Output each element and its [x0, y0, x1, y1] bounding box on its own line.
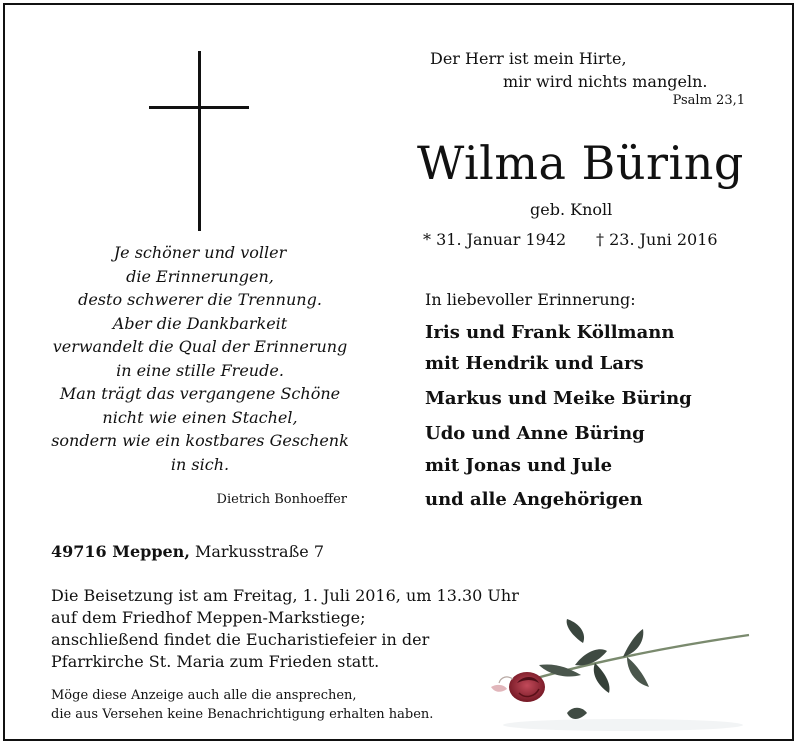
poem-author: Dietrich Bonhoeffer	[216, 492, 347, 507]
poem-line: desto schwerer die Trennung.	[78, 290, 322, 309]
rose-icon	[483, 613, 753, 737]
death-date: † 23. Juni 2016	[596, 230, 718, 249]
psalm-line-1: Der Herr ist mein Hirte,	[430, 49, 627, 68]
mourner-line: mit Hendrik und Lars	[425, 353, 644, 374]
poem-line: Je schöner und voller	[113, 243, 287, 262]
notice	[51, 686, 433, 724]
poem-line: in eine stille Freude.	[116, 360, 284, 380]
mourner-line: Markus und Meike Büring	[425, 388, 692, 409]
funeral-info	[51, 585, 519, 673]
psalm-reference: Psalm 23,1	[672, 93, 745, 108]
poem-line: Man trägt das vergangene Schöne	[59, 384, 341, 403]
memory-intro: In liebevoller Erinnerung:	[425, 290, 636, 309]
mourner-line: mit Jonas und Jule	[425, 455, 613, 476]
poem-line: in sich.	[170, 454, 230, 474]
address-street: Markusstraße 7	[194, 542, 325, 561]
funeral-line: anschließend findet die Eucharistiefeier in der	[51, 630, 430, 649]
funeral-line: Pfarrkirche St. Maria zum Frieden statt.	[51, 652, 380, 671]
funeral-line: Die Beisetzung ist am Freitag, 1. Juli 2016, um 13.30 Uhr	[51, 586, 519, 605]
deceased-name: Wilma Büring	[417, 136, 744, 190]
notice-line: die aus Versehen keine Benachrichtigung erhalten haben.	[51, 707, 434, 722]
birth-date: * 31. Januar 1942	[423, 230, 567, 249]
address	[51, 542, 324, 561]
poem-line: nicht wie einen Stachel,	[102, 407, 298, 427]
poem-line: sondern wie ein kostbares Geschenk	[51, 431, 349, 450]
mourner-line: Iris und Frank Köllmann	[425, 322, 675, 343]
poem-line: die Erinnerungen,	[126, 266, 274, 286]
notice-line: Möge diese Anzeige auch alle die ansprechen,	[51, 688, 357, 703]
mourner-line: Udo und Anne Büring	[425, 423, 645, 444]
maiden-name: geb. Knoll	[530, 200, 613, 219]
mourner-line: und alle Angehörigen	[425, 489, 643, 510]
poem-line: Aber die Dankbarkeit	[112, 313, 288, 333]
address-city: 49716 Meppen,	[51, 542, 190, 561]
poem	[45, 241, 355, 476]
funeral-line: auf dem Friedhof Meppen-Markstiege;	[51, 608, 366, 627]
poem-line: verwandelt die Qual der Erinnerung	[52, 337, 348, 356]
obituary-notice	[3, 3, 794, 741]
psalm-line-2: mir wird nichts mangeln.	[503, 72, 708, 91]
